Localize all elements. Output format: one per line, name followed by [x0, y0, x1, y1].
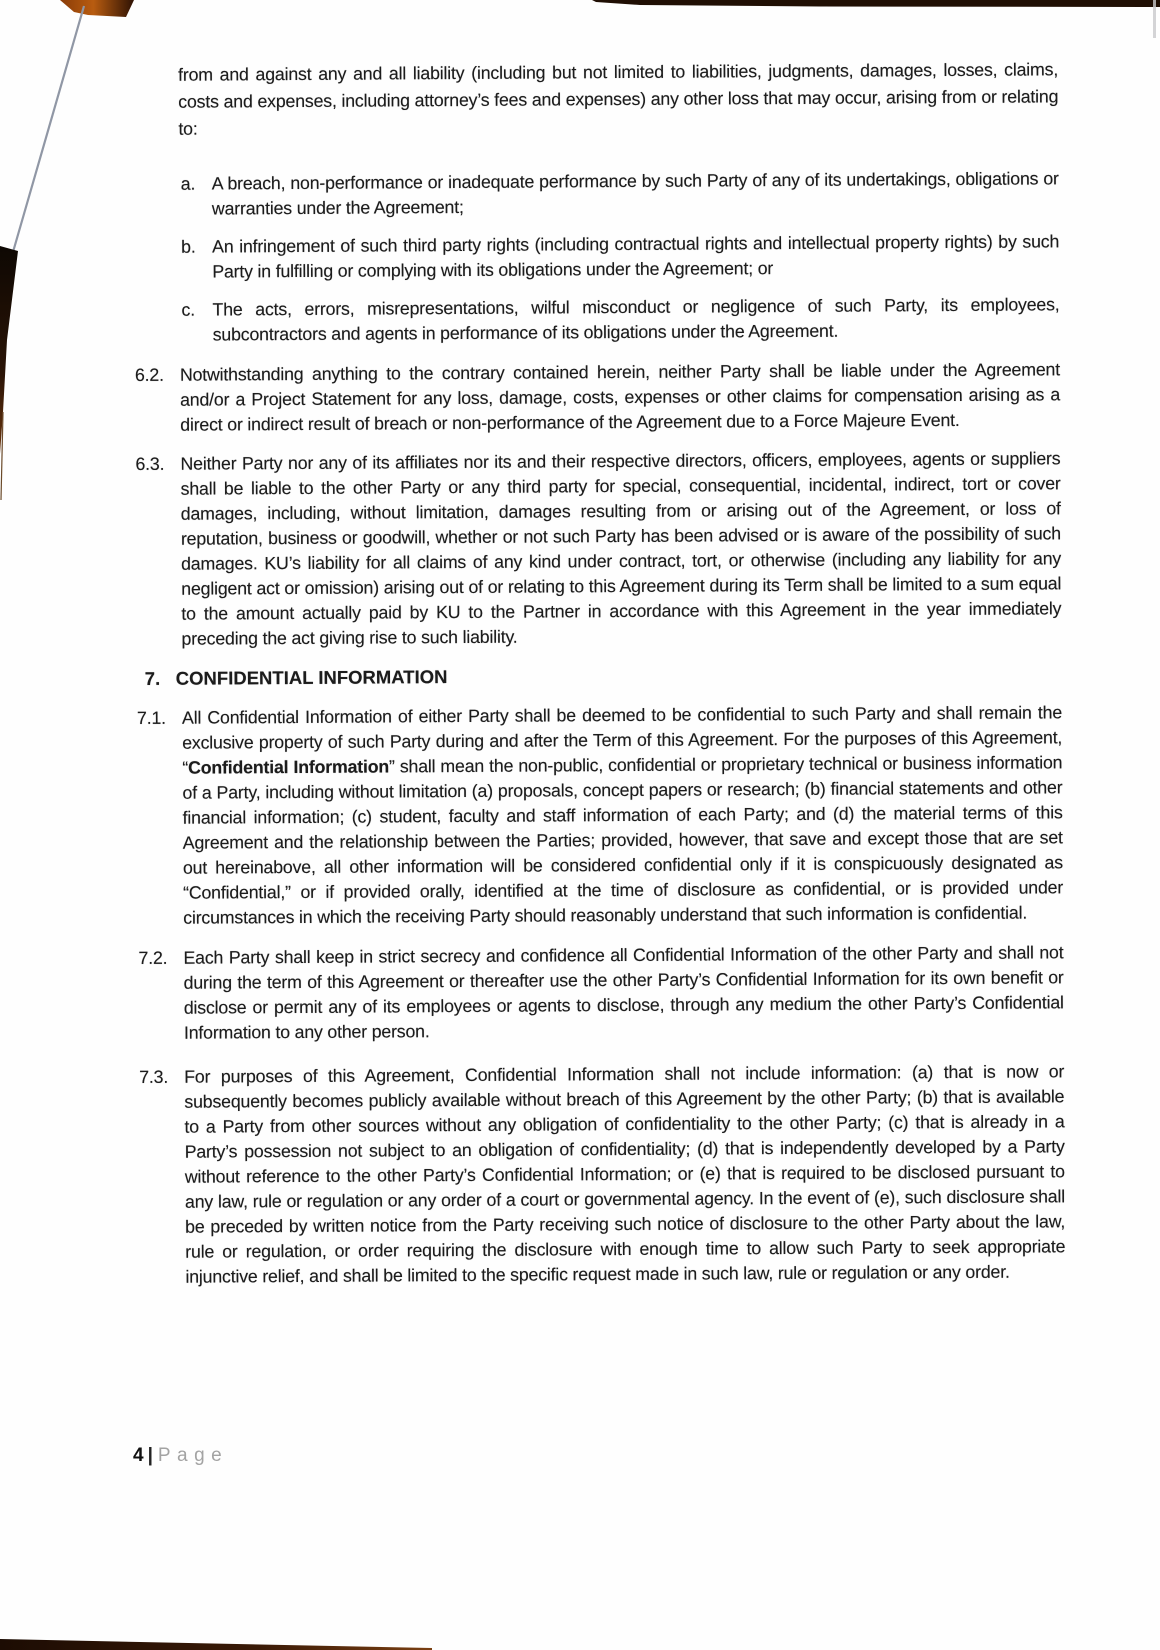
continuation-paragraph: from and against any and all liability (including but not limited to liabilities, judgments, damages, losses, claims, costs and expenses, including attorney’s fees and expenses) any other loss that may occur, arising from or relating to:	[178, 59, 1059, 139]
clause-number: 7.3.	[139, 1066, 169, 1087]
scan-left-edge-tail	[1, 412, 3, 500]
footer-page-label: Page	[157, 1445, 229, 1466]
clause-number: 7.1.	[136, 707, 166, 728]
page-number: 4	[133, 1445, 144, 1466]
page-footer	[133, 1445, 228, 1467]
section-number: 7.	[144, 667, 161, 689]
indemnity-item-b	[181, 229, 1064, 284]
item-text: An infringement of such third party rights (including contractual rights and intellectual property rights) by such Party in fulfilling or complying with its obligations under the Agreement; or	[212, 231, 1060, 282]
item-label: b.	[181, 236, 196, 257]
indemnity-item-a	[181, 166, 1064, 221]
scan-right-edge-mark	[1153, 0, 1156, 38]
clause-6-2	[135, 357, 1065, 438]
clause-7-1	[137, 700, 1068, 931]
clause-text: Notwithstanding anything to the contrary contained herein, neither Party shall be liable under the Agreement and/or a Project Statement for any loss, damage, costs, expenses or other claims for compensation arising as a direct or indirect result of breach or non-performance of the Agreement due to a Force Majeure Event.	[179, 359, 1061, 435]
indemnity-item-c	[181, 292, 1064, 347]
scan-page-edge-line	[13, 6, 84, 252]
scan-top-edge-bar	[592, 0, 1160, 7]
item-text: The acts, errors, misrepresentations, wilful misconduct or negligence of such Party, its employees, subcontractors and agents in performance of its obligations under the Agreement.	[212, 294, 1060, 345]
contract-text-block	[133, 56, 1071, 1302]
scan-fold-corner	[60, 0, 134, 17]
scan-left-edge-wedge	[0, 246, 18, 454]
item-label: a.	[180, 173, 196, 194]
section-title: CONFIDENTIAL INFORMATION	[175, 666, 448, 689]
bold-defined-term: Confidential Information	[187, 756, 390, 778]
clause-number: 6.3.	[135, 453, 165, 474]
clause-text	[182, 700, 1063, 930]
clause-text: Each Party shall keep in strict secrecy and confidence all Confidential Information of the other Party and shall not during the term of this Agreement or thereafter use the other Party’s Confidential Information for its own benefit or disclose or permit any of its employees or agents to disclose, through any medium the other Party’s Confidential Information to any other person.	[183, 942, 1064, 1043]
clause-number: 6.2.	[134, 364, 164, 385]
clause-7-3	[139, 1059, 1070, 1290]
clause-7-2	[138, 940, 1069, 1046]
clause-text: Neither Party nor any of its affiliates nor its and their respective directors, officers, employees, agents or suppliers shall be liable to the other Party or any third party for special, consequential, incidental, indirect, tort or cover damages, including, without limitation, damages resulting from or arising out of the Agreement, or loss of reputation, business or goodwill, whether or not such Party has been advised or is aware of the possibility of such damages. KU’s liability for all claims of any kind under contract, tort, or otherwise (including any liability for any negligent act or omission) arising out of or relating to this Agreement during its Term shall be limited to a sum equal to the amount actually paid by KU to the Partner in accordance with this Agreement in the year immediately preceding the act giving rise to such liability.	[180, 448, 1062, 649]
section-7-heading	[145, 660, 1067, 691]
clause-text-after: ” shall mean the non-public, confidential or proprietary technical or business information of a Party, including without limitation (a) proposals, concept papers or research; (b) financial statements and other financial information; (c) student, faculty and staff information of each Party; and (d) the material terms of this Agreement and the relationship between the Parties; provided, however, that save and except those that are set out hereinabove, all other information will be considered confidential only if it is conspicuously designated as “Confidential,” or if provided orally, identified at the time of disclosure as confidential, or is provided under circumstances in which the receiving Party should reasonably understand that such information is confidential.	[182, 752, 1064, 928]
item-text: A breach, non-performance or inadequate performance by such Party of any of its undertakings, obligations or warranties under the Agreement;	[211, 168, 1059, 219]
item-label: c.	[181, 299, 196, 320]
footer-divider: |	[147, 1445, 153, 1466]
scan-bottom-edge-bar	[0, 1639, 432, 1650]
clause-text-before: All Confidential Information of either Party shall be deemed to be confidential to such Party and shall remain the exclusive property of such Party during and after the Term of this Agreement. For the purposes of this Agreement, “	[181, 702, 1063, 778]
clause-6-3	[135, 446, 1066, 652]
clause-text: For purposes of this Agreement, Confidential Information shall not include information: (a) that is now or subsequently becomes publicly available without breach of this Agreement by the other Party; (b) that is available to a Party from other sources without any obligation of confidentiality to the other Party; (c) that is already in a Party’s possession not subject to an obligation of confidentiality; (d) that is independently developed by a Party without reference to the other Party’s Confidential Information; or (e) that is required to be disclosed pursuant to any law, rule or regulation or any order of a court or governmental agency. In the event of (e), such disclosure shall be preceded by written notice from the Party receiving such notice of disclosure to the other Party about the law, rule or regulation, or order requiring the disclosure with enough time to allow such Party to seek appropriate injunctive relief, and shall be limited to the specific request made in such law, rule or regulation or any order.	[184, 1061, 1066, 1287]
clause-number: 7.2.	[138, 947, 168, 968]
